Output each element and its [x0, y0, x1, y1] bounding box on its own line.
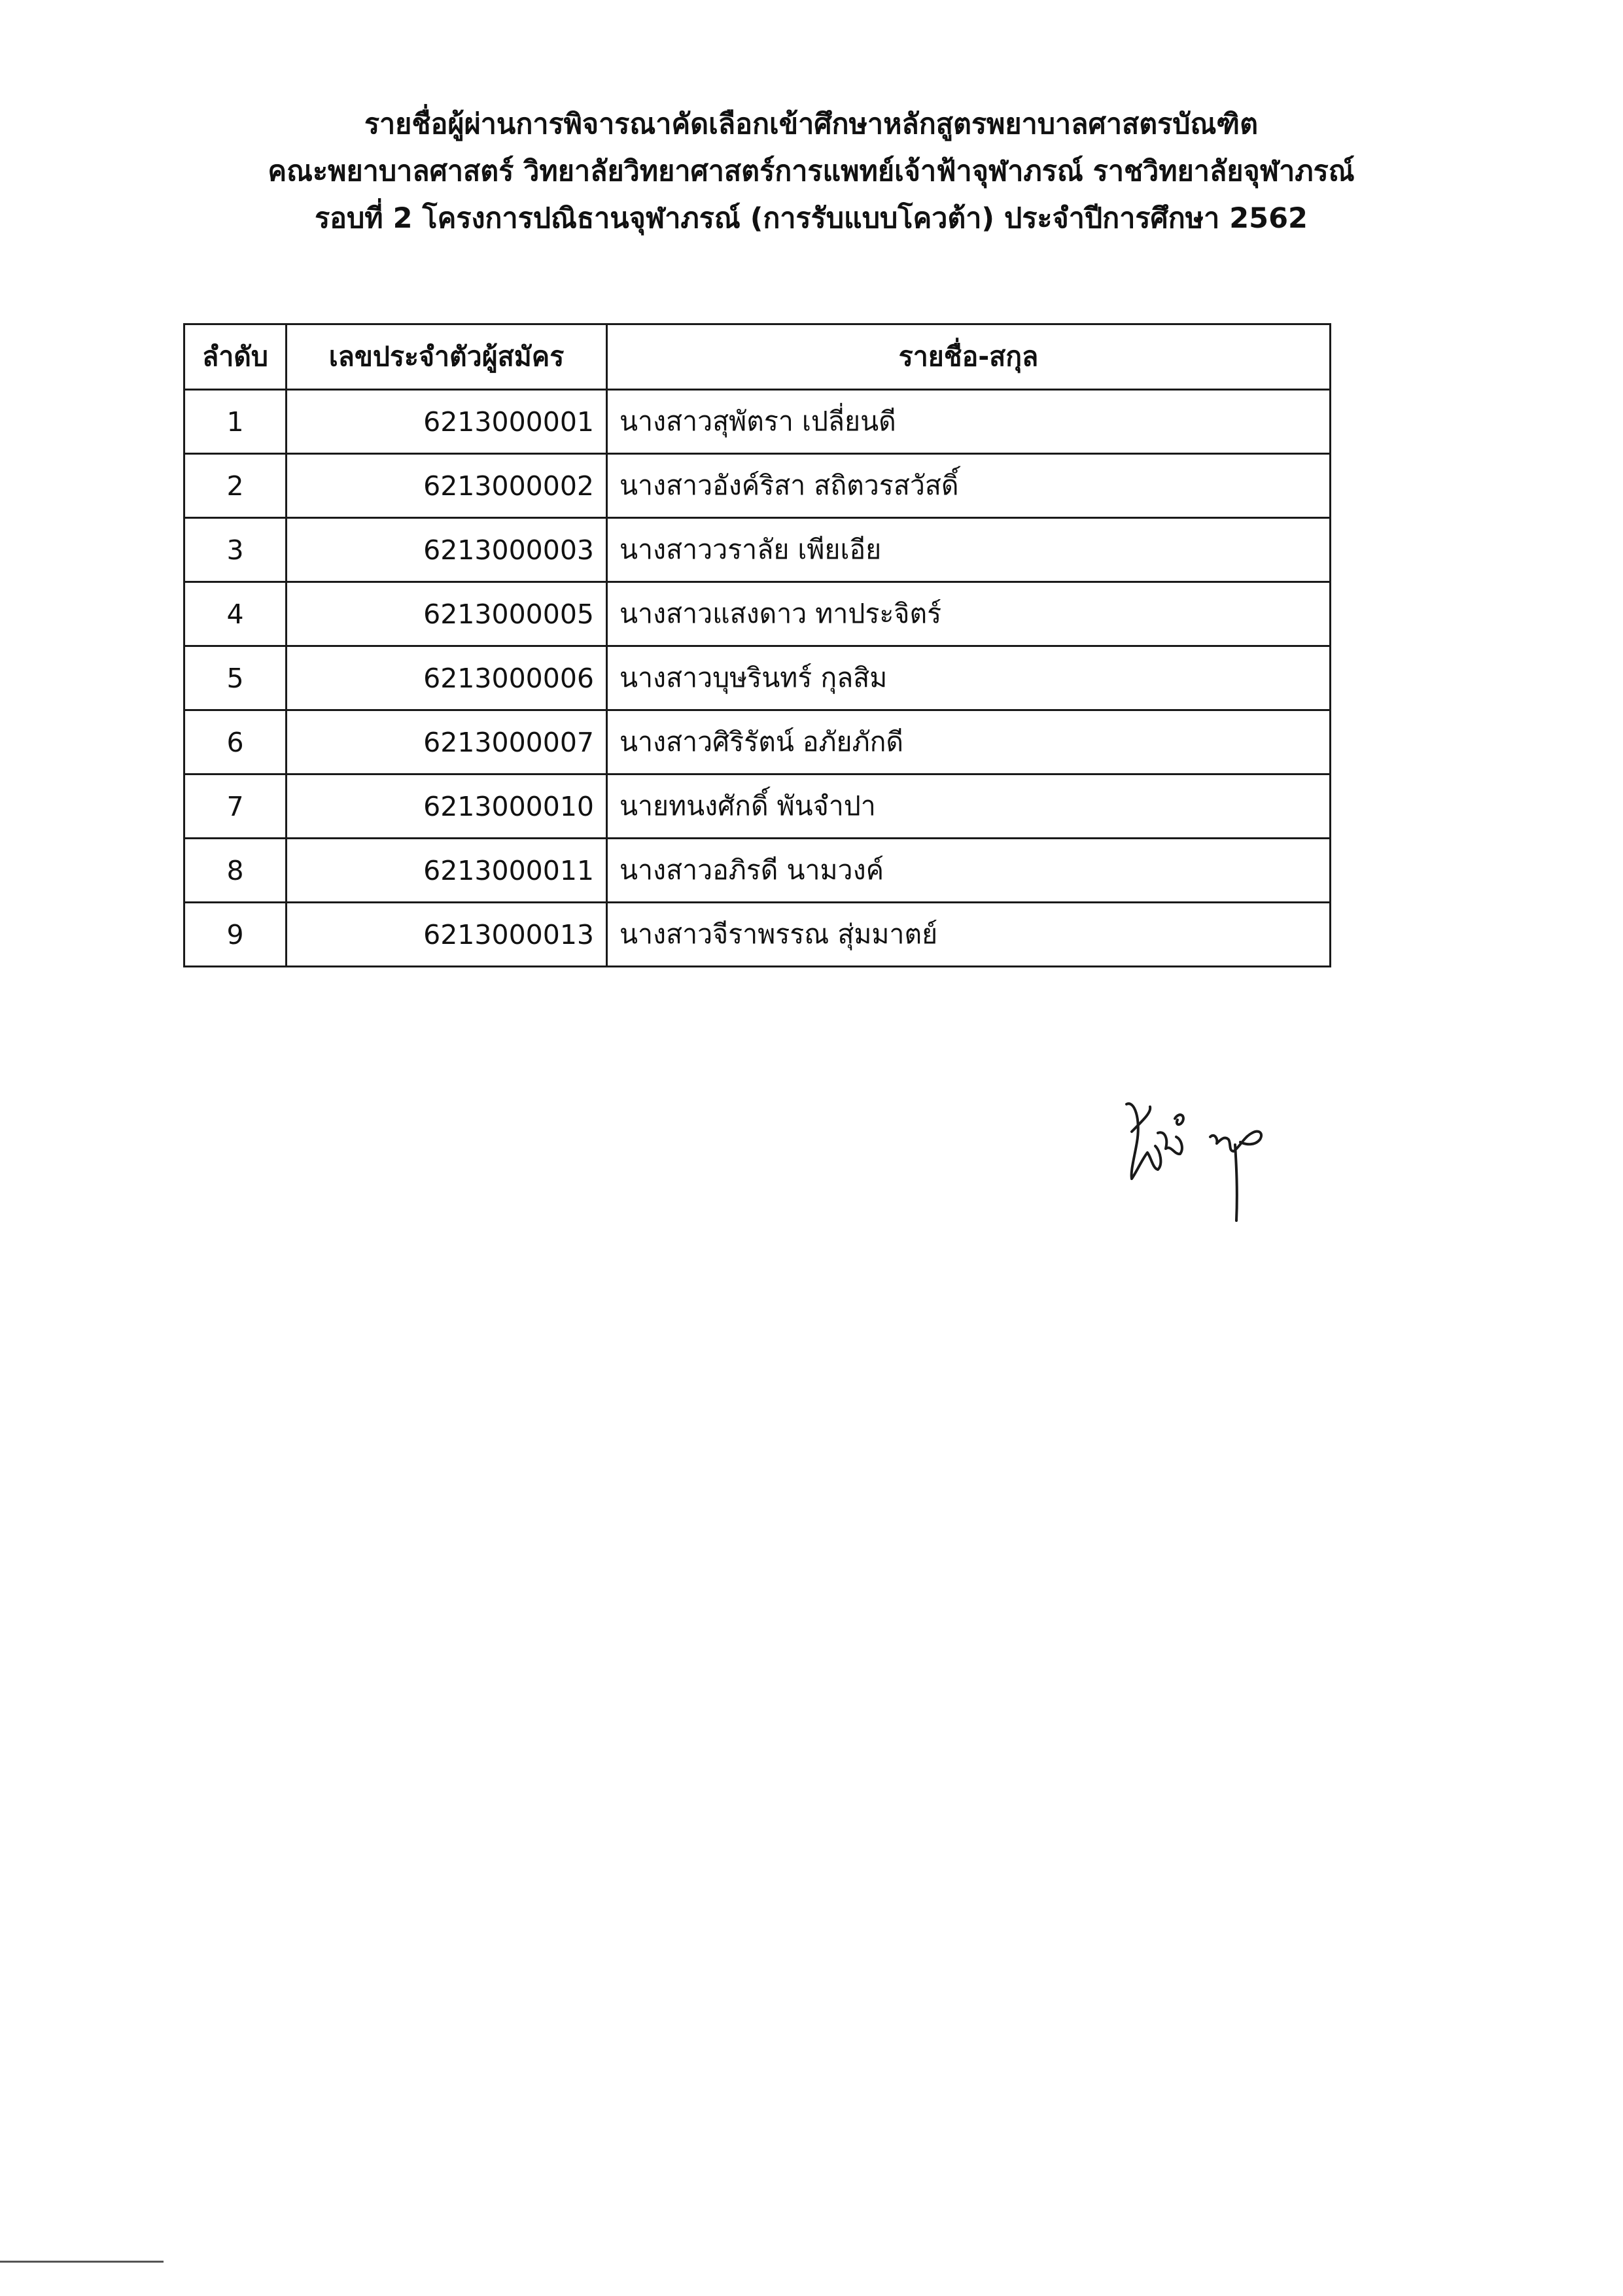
table-row: [184, 646, 1331, 710]
table-row: [184, 518, 1331, 582]
row-name: นางสาวสุพัตรา เปลี่ยนดี: [607, 390, 1331, 454]
row-name: นางสาวแสงดาว ทาประจิตร์: [607, 582, 1331, 646]
row-applicant-id: 6213000007: [287, 710, 607, 774]
row-order: 8: [184, 839, 287, 903]
row-order: 1: [184, 390, 287, 454]
row-applicant-id: 6213000002: [287, 454, 607, 518]
table-row: [184, 839, 1331, 903]
row-applicant-id: 6213000013: [287, 903, 607, 967]
row-name: นางสาวบุษรินทร์ กุลสิม: [607, 646, 1331, 710]
row-order: 6: [184, 710, 287, 774]
table-row: [184, 454, 1331, 518]
document-heading: [183, 105, 1439, 246]
heading-line-1: รายชื่อผู้ผ่านการพิจารณาคัดเลือกเข้าศึกษาหลักสูตรพยาบาลศาสตรบัณฑิต: [364, 108, 1259, 141]
heading-line-2: คณะพยาบาลศาสตร์ วิทยาลัยวิทยาศาสตร์การแพทย์เจ้าฟ้าจุฬาภรณ์ ราชวิทยาลัยจุฬาภรณ์: [268, 155, 1355, 188]
row-name: นางสาววราลัย เพียเอีย: [607, 518, 1331, 582]
row-order: 3: [184, 518, 287, 582]
header-applicant-id: เลขประจำตัวผู้สมัคร: [287, 324, 607, 390]
row-applicant-id: 6213000001: [287, 390, 607, 454]
row-order: 9: [184, 903, 287, 967]
handwritten-signature-icon: [1112, 1092, 1295, 1230]
table-row: [184, 710, 1331, 774]
table-row: [184, 582, 1331, 646]
heading-line-3: รอบที่ 2 โครงการปณิธานจุฬาภรณ์ (การรับแบบโควต้า) ประจำปีการศึกษา 2562: [315, 202, 1308, 235]
header-name: รายชื่อ-สกุล: [607, 324, 1331, 390]
header-order: ลำดับ: [184, 324, 287, 390]
table-row: [184, 903, 1331, 967]
row-name: นางสาวศิริรัตน์ อภัยภักดี: [607, 710, 1331, 774]
row-applicant-id: 6213000006: [287, 646, 607, 710]
row-order: 7: [184, 774, 287, 839]
row-applicant-id: 6213000010: [287, 774, 607, 839]
row-order: 2: [184, 454, 287, 518]
footer-rule: [0, 2261, 164, 2263]
table-row: [184, 774, 1331, 839]
row-applicant-id: 6213000003: [287, 518, 607, 582]
row-applicant-id: 6213000005: [287, 582, 607, 646]
results-table: [183, 323, 1331, 967]
row-name: นางสาวจีราพรรณ สุ่มมาตย์: [607, 903, 1331, 967]
row-order: 5: [184, 646, 287, 710]
row-name: นางสาวอังค์ริสา สถิตวรสวัสดิ์: [607, 454, 1331, 518]
row-order: 4: [184, 582, 287, 646]
row-name: นายทนงศักดิ์ พันจำปา: [607, 774, 1331, 839]
table-row: [184, 390, 1331, 454]
row-applicant-id: 6213000011: [287, 839, 607, 903]
table-header-row: [184, 324, 1331, 390]
row-name: นางสาวอภิรดี นามวงค์: [607, 839, 1331, 903]
